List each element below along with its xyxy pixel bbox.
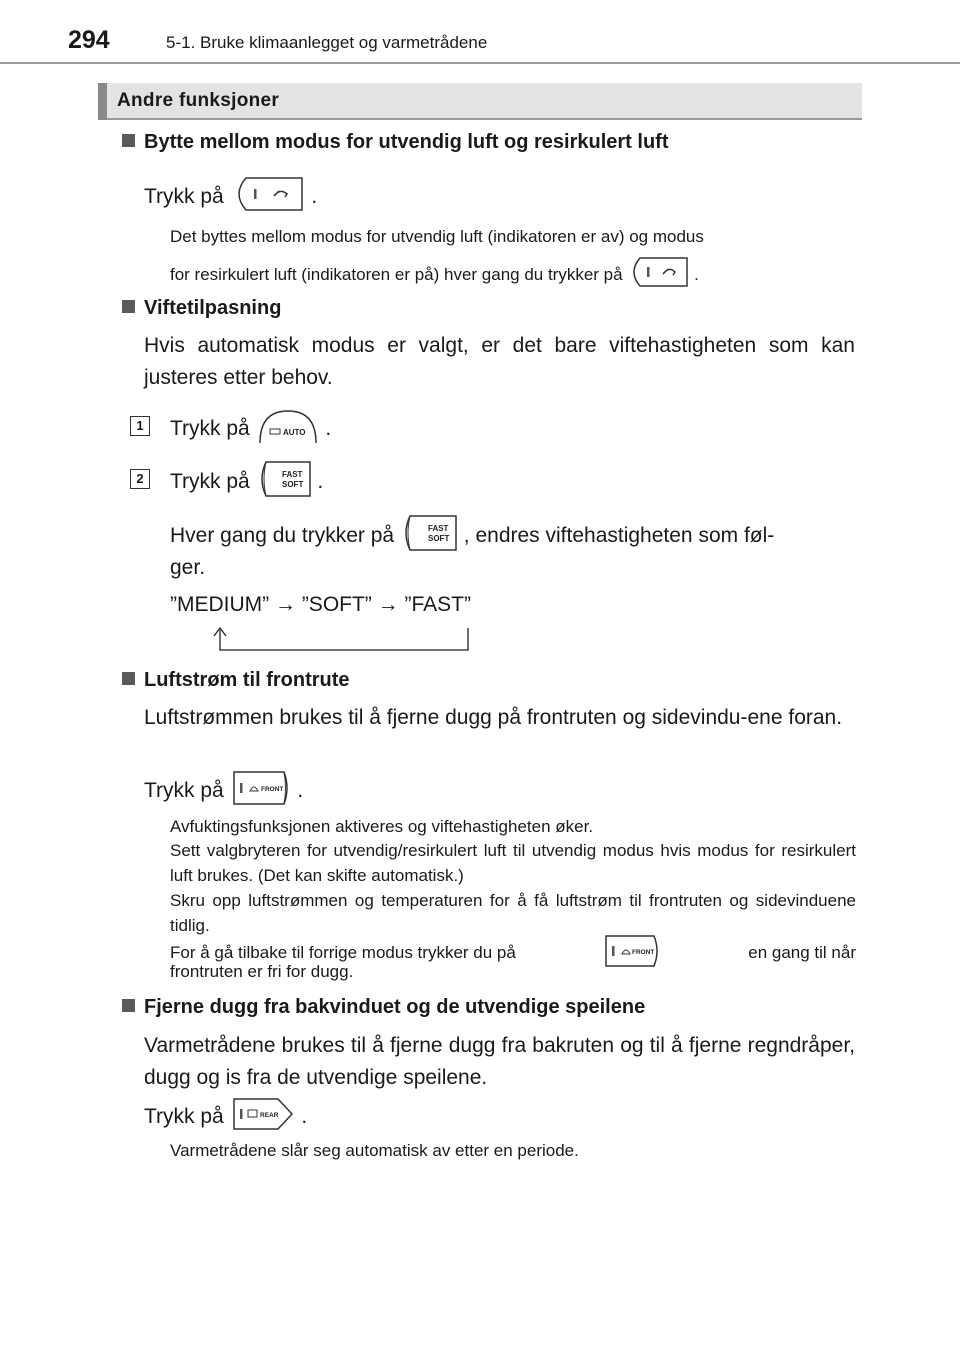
step-1 xyxy=(170,407,331,445)
fast-label: FAST xyxy=(427,524,449,533)
fast-label: FAST xyxy=(281,470,303,479)
square-bullet-icon xyxy=(122,999,135,1012)
heading-text: Viftetilpasning xyxy=(144,297,282,319)
heading-text: Luftstrøm til frontrute xyxy=(144,669,350,691)
soft-label: SOFT xyxy=(281,480,303,489)
auto-button-icon xyxy=(256,407,320,451)
front-defogger-button-icon xyxy=(602,934,662,973)
instruction-period: . xyxy=(311,185,318,208)
windshield-note-1: Avfuktingsfunksjonen aktiveres og viftehastigheten øker. xyxy=(170,817,594,836)
step-2 xyxy=(170,460,323,500)
windshield-body: Luftstrømmen brukes til å fjerne dugg på frontruten og sidevindu-ene foran. xyxy=(144,706,843,729)
rear-defogger-note: Varmetrådene slår seg automatisk av etter en periode. xyxy=(170,1141,579,1160)
section-bar-accent xyxy=(98,83,107,120)
heading-rear-defogger xyxy=(122,996,645,1019)
note-line-1: Det byttes mellom modus for utvendig luft (indikatoren er av) og modus xyxy=(170,227,704,246)
header-rule xyxy=(0,62,960,64)
square-bullet-icon xyxy=(122,300,135,313)
windshield-note-4-cont: frontruten er fri for dugg. xyxy=(170,962,354,981)
recirculation-button-icon xyxy=(230,176,306,218)
instruction-text: Trykk på xyxy=(144,185,224,208)
page-number: 294 xyxy=(68,26,110,54)
instruction-text: Trykk på xyxy=(144,779,224,802)
front-defogger-button-icon xyxy=(230,770,292,812)
step-number: 2 xyxy=(130,469,150,489)
square-bullet-icon xyxy=(122,134,135,147)
fan-body: Hvis automatisk modus er valgt, er det bare viftehastigheten som kan justeres etter behov. xyxy=(144,334,855,389)
instruction-line xyxy=(144,770,303,808)
heading-text: Bytte mellom modus for utvendig luft og resirkulert luft xyxy=(144,131,669,153)
cycle-text-a: Hver gang du trykker på xyxy=(170,524,395,547)
heading-recirculation xyxy=(122,131,668,154)
instruction-period: . xyxy=(301,1105,308,1128)
note-text-b: en gang til når xyxy=(748,943,856,962)
cycle-line xyxy=(170,514,774,554)
rear-defogger-body: Varmetrådene brukes til å fjerne dugg fra bakruten og til å fjerne regndråper, dugg og is fra de utvendige speilene. xyxy=(144,1034,855,1089)
fan-speed-button-icon xyxy=(256,460,312,504)
square-bullet-icon xyxy=(122,672,135,685)
soft-label: SOFT xyxy=(427,534,450,543)
cycle-return-arrow xyxy=(210,624,474,656)
instruction-period: . xyxy=(297,779,304,802)
instruction-line xyxy=(144,176,317,212)
chapter-title: 5-1. Bruke klimaanlegget og varmetrådene xyxy=(166,33,488,52)
windshield-note-3: Skru opp luftstrømmen og temperaturen for å få luftstrøm til frontruten og sidevinduene tidlig. xyxy=(170,891,856,935)
instruction-line xyxy=(144,1097,307,1133)
fan-speed-button-icon xyxy=(400,514,458,558)
heading-text: Fjerne dugg fra bakvinduet og de utvendige speilene xyxy=(144,996,646,1018)
section-title: Andre funksjoner xyxy=(117,90,280,111)
front-label: FRONT xyxy=(632,948,655,956)
step-period: . xyxy=(317,470,324,493)
rear-defogger-button-icon xyxy=(230,1097,296,1137)
heading-windshield xyxy=(122,669,350,692)
rear-label: REAR xyxy=(259,1112,278,1119)
speed-sequence: ”MEDIUM” → ”SOFT” → ”FAST” xyxy=(170,593,471,616)
step-period: . xyxy=(325,417,332,440)
recirculation-button-icon xyxy=(627,256,689,293)
note-line-2 xyxy=(170,256,699,290)
cycle-text-b: , endres viftehastigheten som føl- xyxy=(463,524,775,547)
windshield-note-2: Sett valgbryteren for utvendig/resirkulert luft til utvendig modus hvis modus for resirkulert luft brukes. (Det kan skifte automatisk.) xyxy=(170,841,856,885)
step-text: Trykk på xyxy=(170,417,250,440)
cycle-text-c: ger. xyxy=(170,556,206,579)
step-text: Trykk på xyxy=(170,470,250,493)
note-period: . xyxy=(694,264,699,284)
instruction-text: Trykk på xyxy=(144,1105,224,1128)
auto-label: AUTO xyxy=(282,428,306,437)
heading-fan xyxy=(122,297,281,320)
front-label: FRONT xyxy=(260,786,283,793)
step-number: 1 xyxy=(130,416,150,436)
note-text: for resirkulert luft (indikatoren er på) hver gang du trykker på xyxy=(170,264,623,284)
note-text-a: For å gå tilbake til forrige modus trykker du på xyxy=(170,943,516,962)
